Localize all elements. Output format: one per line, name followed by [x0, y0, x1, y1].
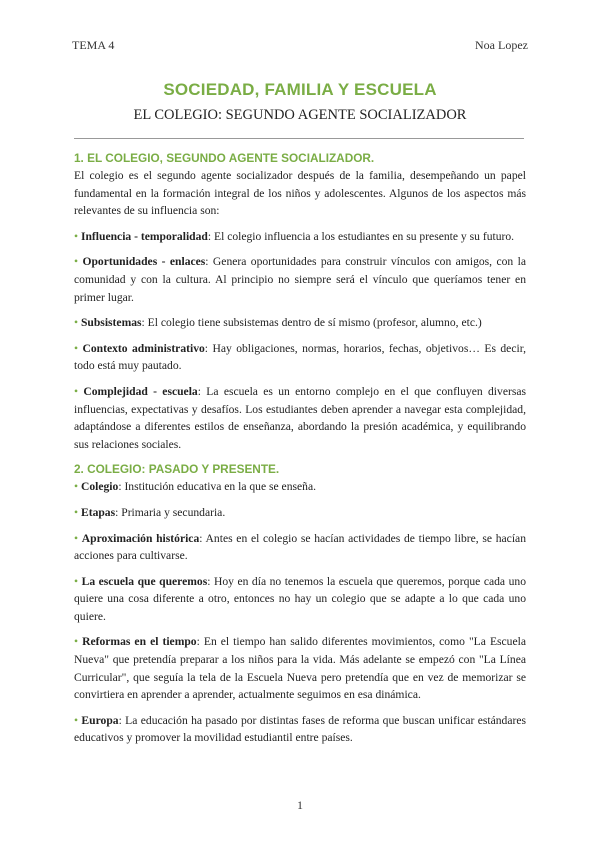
header-topic: TEMA 4: [72, 38, 115, 52]
section-1-heading: 1. EL COLEGIO, SEGUNDO AGENTE SOCIALIZADOR.: [74, 151, 375, 165]
list-item: [74, 314, 526, 332]
list-item-text: : Institución educativa en la que se enseña.: [118, 480, 316, 494]
list-item: [74, 478, 526, 496]
bullet-icon: •: [74, 635, 79, 649]
title-divider: [74, 138, 524, 139]
list-item-term: La escuela que queremos: [81, 574, 208, 588]
bullet-icon: •: [74, 531, 79, 545]
bullet-icon: •: [74, 316, 79, 330]
section-1-list: [74, 228, 526, 454]
list-item: [74, 253, 526, 306]
header-author: Noa Lopez: [475, 38, 528, 52]
list-item: [74, 530, 526, 565]
list-item-text: : En el tiempo han salido diferentes movimientos, como "La Escuela Nueva" que pretendía preparar a los niños para la vida. Más adelante se empezó con "La Línea Curricular", que seguía la tela de la Escuela Nueva pero pretendía que en vez de memorizar se convirtiera en aprender a aprender, actualmente seguimos en esa dinámica.: [74, 635, 526, 702]
list-item-term: Subsistemas: [80, 316, 142, 330]
list-item-text: : Primaria y secundaria.: [115, 505, 226, 519]
list-item-text: : Genera oportunidades para construir vínculos con amigos, con la comunidad y con la cultura. Al principio no siempre será el vínculo que queríamos tener en primer lugar.: [74, 255, 526, 304]
section-1-intro: El colegio es el segundo agente socializador después de la familia, desempeñando un papel fundamental en la formación integral de los niños y adolescentes. Algunos de los aspectos más relevantes de su influencia son:: [74, 169, 526, 218]
bullet-icon: •: [74, 341, 79, 355]
list-item-term: Europa: [81, 713, 119, 727]
document-title: SOCIEDAD, FAMILIA Y ESCUELA: [163, 80, 437, 99]
list-item-term: Colegio: [80, 480, 119, 494]
list-item: [74, 383, 526, 453]
list-item-text: : Hoy en día no tenemos la escuela que queremos, porque cada uno quiere una cosa diferente a otro, entonces no hay un colegio que se adapte a lo que cada uno quiere.: [74, 574, 526, 623]
list-item: [74, 712, 526, 747]
bullet-icon: •: [74, 480, 79, 494]
list-item: [74, 504, 526, 522]
list-item-term: Contexto administrativo: [82, 341, 205, 355]
bullet-icon: •: [74, 574, 79, 588]
document-body: [74, 150, 526, 755]
list-item-term: Complejidad - escuela: [83, 384, 198, 398]
list-item: [74, 573, 526, 626]
section-2-list: [74, 478, 526, 747]
list-item-text: : El colegio tiene subsistemas dentro de sí mismo (profesor, alumno, etc.): [141, 316, 482, 330]
bullet-icon: •: [74, 384, 79, 398]
list-item: [74, 633, 526, 703]
list-item-text: : La escuela es un entorno complejo en el que confluyen diversas influencias, expectativas y desafíos. Los estudiantes deben aprender a navegar esta complejidad, adaptándose a diferentes estilos de enseñanza, abordando la presión académica, y equilibrando sus relaciones sociales.: [74, 384, 527, 451]
list-item-term: Reformas en el tiempo: [82, 635, 197, 649]
page-number: 1: [297, 798, 303, 812]
list-item-text: : La educación ha pasado por distintas fases de reforma que buscan unificar estándares educativos y promover la movilidad estudiantil entre países.: [74, 713, 526, 745]
section-2-heading: 2. COLEGIO: PASADO Y PRESENTE.: [74, 462, 280, 477]
list-item-text: : El colegio influencia a los estudiantes en su presente y su futuro.: [207, 229, 515, 243]
document-subtitle: EL COLEGIO: SEGUNDO AGENTE SOCIALIZADOR: [133, 107, 467, 123]
list-item-term: Etapas: [80, 505, 116, 519]
list-item-term: Influencia - temporalidad: [80, 229, 208, 243]
list-item: [74, 228, 526, 246]
bullet-icon: •: [74, 255, 79, 269]
list-item-text: : Hay obligaciones, normas, horarios, fechas, objetivos… Es decir, todo está muy pautado.: [74, 341, 526, 373]
list-item-term: Aproximación histórica: [81, 531, 200, 545]
bullet-icon: •: [74, 229, 79, 243]
list-item: [74, 340, 526, 375]
bullet-icon: •: [74, 713, 79, 727]
list-item-term: Oportunidades - enlaces: [82, 255, 206, 269]
list-item-text: : Antes en el colegio se hacían actividades de tiempo libre, se hacían acciones para cultivarse.: [74, 531, 526, 563]
bullet-icon: •: [74, 505, 79, 519]
